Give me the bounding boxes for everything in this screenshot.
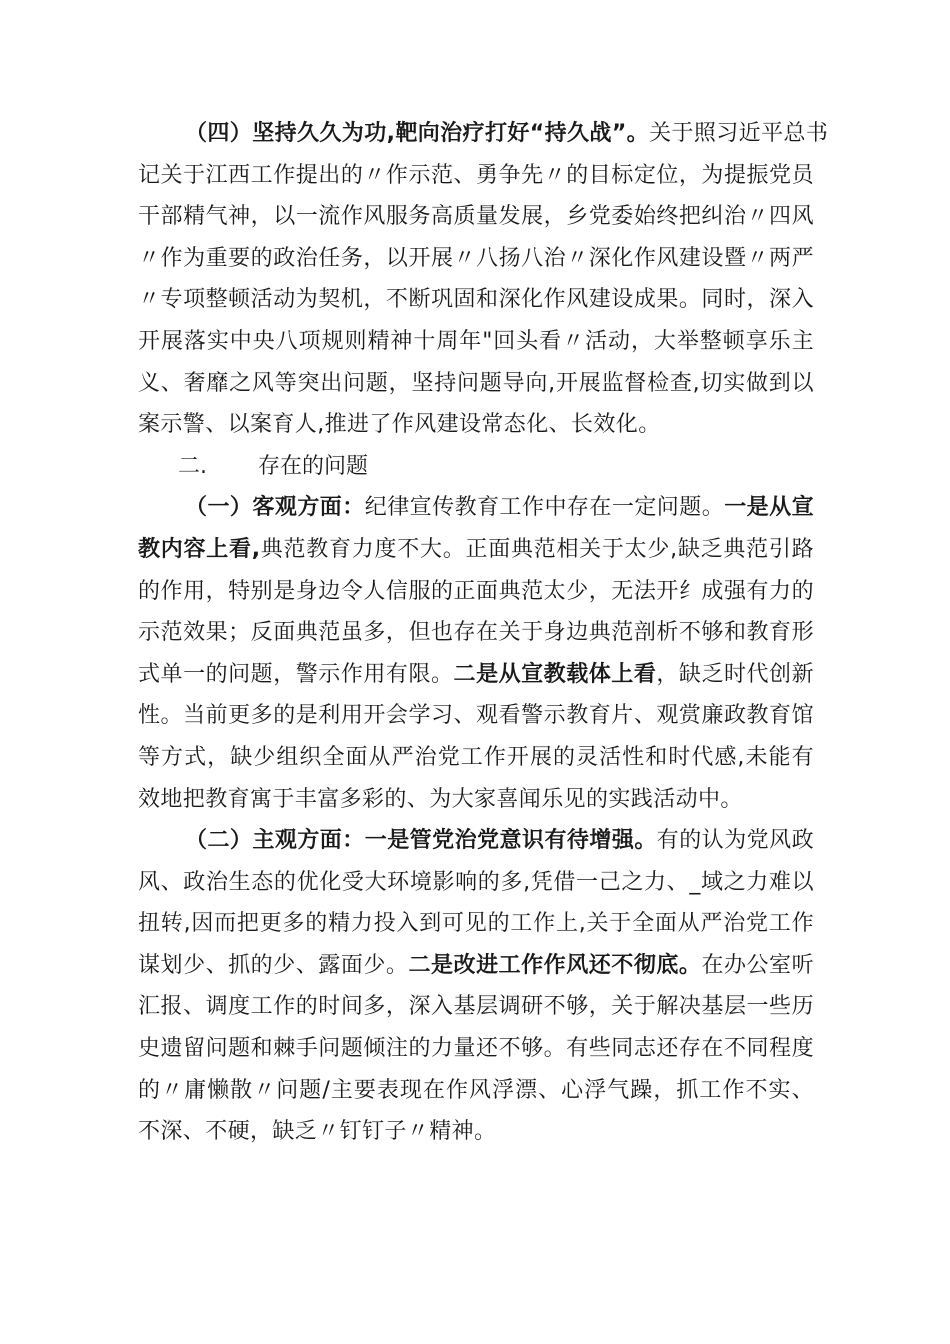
paragraph-line — [138, 279, 814, 321]
text-run: 谋划少、抓的少、露面少。 — [138, 952, 409, 978]
paragraph-line — [138, 321, 814, 363]
paragraph-line — [138, 363, 814, 405]
text-run: 的作用，特别是身边令人信服的正面典范太少，无法开纟成强有力的 — [138, 578, 814, 604]
text-run: 示范效果；反面典范虽多，但也存在关于身边典范剖析不够和教育形 — [138, 620, 814, 646]
bold-text-run: 教内容上看, — [138, 536, 261, 562]
text-run: 性。当前更多的是利用开会学习、观看警示教育片、观赏廉政教育馆 — [138, 703, 814, 729]
document-page — [138, 113, 829, 1153]
text-run: 式单一的问题，警示作用有限。 — [138, 661, 454, 687]
text-run: 纪律宣传教育工作中存在一定问题。 — [364, 495, 725, 521]
text-run: 风、政治生态的优化受大环境影响的多,凭借一己之力、_域之力难以 — [138, 869, 814, 895]
paragraph-line — [138, 238, 814, 280]
paragraph-line — [138, 903, 814, 945]
text-run: 不深、不硬，缺乏〃钉钉子〃精神。 — [138, 1119, 497, 1145]
paragraph-line — [138, 404, 814, 446]
heading-number: 二. — [178, 453, 207, 479]
paragraph-line — [138, 113, 829, 155]
paragraph-line — [138, 529, 814, 571]
text-run: ，缺乏时代创新 — [656, 661, 814, 687]
paragraph-line — [138, 155, 814, 197]
paragraph-line — [138, 487, 814, 529]
text-run: 等方式，缺少组织全面从严治党工作开展的灵活性和时代感,未能有 — [138, 744, 814, 770]
heading-problems — [138, 446, 814, 488]
text-run: 干部精气神，以一流作风服务高质量发展，乡党委始终把纠治〃四风 — [138, 204, 814, 230]
bold-text-run: 一是从宣 — [724, 495, 815, 521]
subsection-subjective — [138, 820, 814, 1153]
paragraph-line — [138, 612, 814, 654]
text-run: 的〃庸懒散〃问题/主要表现在作风浮漂、心浮气躁，抓工作不实、 — [138, 1077, 814, 1103]
text-run: 关于照习近平总书 — [649, 121, 829, 146]
paragraph-line — [138, 945, 814, 987]
text-run: 案示警、以案育人,推进了作风建设常态化、长效化。 — [138, 412, 661, 438]
bold-text-run: 二是从宣教载体上看 — [453, 661, 657, 687]
text-run: 扭转,因而把更多的精力投入到可见的工作上,关于全面从严治党工作 — [138, 911, 814, 937]
paragraph-line — [138, 571, 814, 613]
bold-text-run: （二）主观方面：一是管党治党意识有待增强。 — [185, 828, 657, 854]
paragraph-line — [138, 1028, 814, 1070]
text-run: 义、奢靡之风等突出问题，坚持问题导向,开展监督检查,切实做到以 — [138, 370, 814, 396]
text-run: 开展落实中央八项规则精神十周年"回头看〃活动，大举整顿享乐主 — [138, 328, 814, 354]
paragraph-line — [138, 737, 814, 779]
section-four — [138, 113, 829, 446]
paragraph-line — [138, 1070, 814, 1112]
text-run: 在办公室听 — [701, 952, 814, 978]
bold-text-run: 二是改进工作作风还不彻底。 — [408, 952, 702, 978]
bold-text-run: （一）客观方面： — [185, 495, 365, 521]
paragraph-line — [138, 654, 814, 696]
paragraph-line — [138, 820, 814, 862]
text-run: 〃作为重要的政治任务，以开展〃八扬八治〃深化作风建设暨〃两严 — [138, 245, 814, 271]
subsection-objective — [138, 487, 814, 820]
text-run: 效地把教育寓于丰富多彩的、为大家喜闻乐见的实践活动中。 — [138, 786, 743, 812]
paragraph-line — [138, 779, 814, 821]
paragraph-line — [138, 862, 814, 904]
text-run: 典范教育力度不大。正面典范相关于太少,缺乏典范引路 — [260, 536, 814, 562]
text-run: 记关于江西工作提出的〃作示范、勇争先〃的目标定位，为提振党员 — [138, 162, 814, 188]
paragraph-line — [138, 1111, 814, 1153]
paragraph-line — [138, 695, 814, 737]
text-run: 〃专项整顿活动为契机，不断巩固和深化作风建设成果。同时，深入 — [138, 287, 814, 313]
text-run: 有的认为党风政 — [656, 828, 814, 854]
bold-text-run: （四）坚持久久为功,靶向治疗打好“持久战”。 — [185, 121, 650, 146]
text-run: 汇报、调度工作的时间多，深入基层调研不够，关于解决基层一些历 — [138, 994, 814, 1020]
paragraph-line — [138, 986, 814, 1028]
heading-title: 存在的问题 — [258, 453, 369, 479]
text-run: 史遗留问题和棘手问题倾注的力量还不够。有些同志还存在不同程度 — [138, 1036, 814, 1062]
paragraph-line — [138, 196, 814, 238]
